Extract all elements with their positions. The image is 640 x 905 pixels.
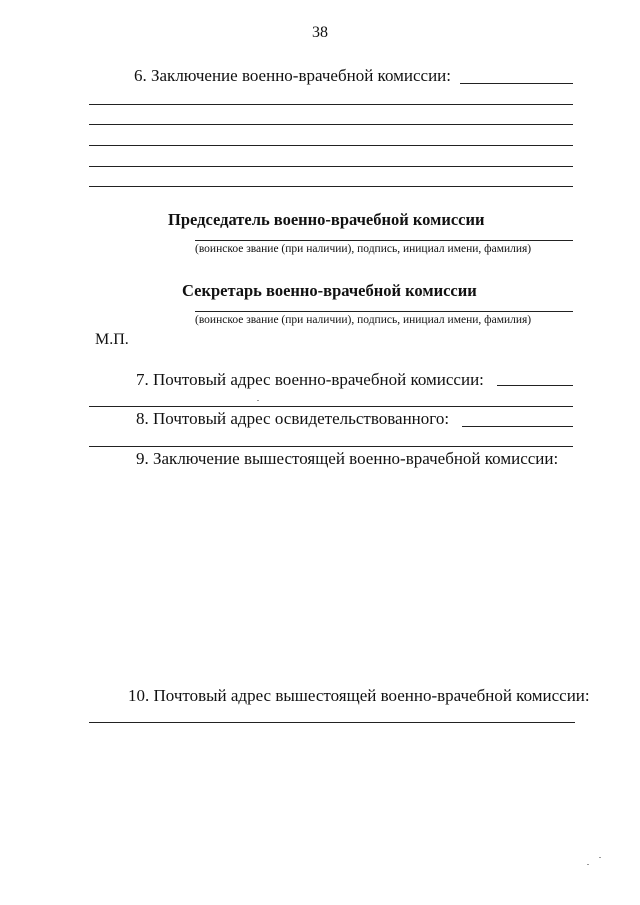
chairman-title: Председатель военно-врачебной комиссии: [168, 210, 485, 229]
item-6-fill-line[interactable]: [460, 83, 573, 84]
conclusion-line-2[interactable]: [89, 124, 573, 125]
scan-speck: [587, 864, 589, 865]
item-10-address-line[interactable]: [89, 722, 575, 723]
secretary-signature-line[interactable]: [195, 311, 573, 312]
conclusion-line-5[interactable]: [89, 186, 573, 187]
item-8-fill-line[interactable]: [462, 426, 573, 427]
item-6-label: 6. Заключение военно-врачебной комиссии:: [134, 66, 451, 85]
stamp-label: М.П.: [95, 331, 129, 348]
conclusion-line-3[interactable]: [89, 145, 573, 146]
item-8-label: 8. Почтовый адрес освидетельствованного:: [136, 409, 450, 428]
secretary-caption: (воинское звание (при наличии), подпись, инициал имени, фамилия): [195, 314, 532, 326]
item-7-address-line[interactable]: [89, 406, 573, 407]
item-7-fill-line[interactable]: [497, 385, 573, 386]
item-7-label: 7. Почтовый адрес военно-врачебной комиссии:: [136, 370, 484, 389]
secretary-title: Секретарь военно-врачебной комиссии: [182, 281, 477, 300]
scan-speck: [257, 400, 259, 401]
scan-speck: [599, 857, 601, 858]
chairman-signature-line[interactable]: [195, 240, 573, 241]
conclusion-line-1[interactable]: [89, 104, 573, 105]
conclusion-line-4[interactable]: [89, 166, 573, 167]
chairman-caption: (воинское звание (при наличии), подпись, инициал имени, фамилия): [195, 243, 532, 255]
item-10-label: 10. Почтовый адрес вышестоящей военно-врачебной комиссии:: [128, 686, 590, 705]
item-8-address-line[interactable]: [89, 446, 573, 447]
page-number: 38: [312, 24, 328, 41]
item-9-label: 9. Заключение вышестоящей военно-врачебной комиссии:: [136, 449, 559, 468]
